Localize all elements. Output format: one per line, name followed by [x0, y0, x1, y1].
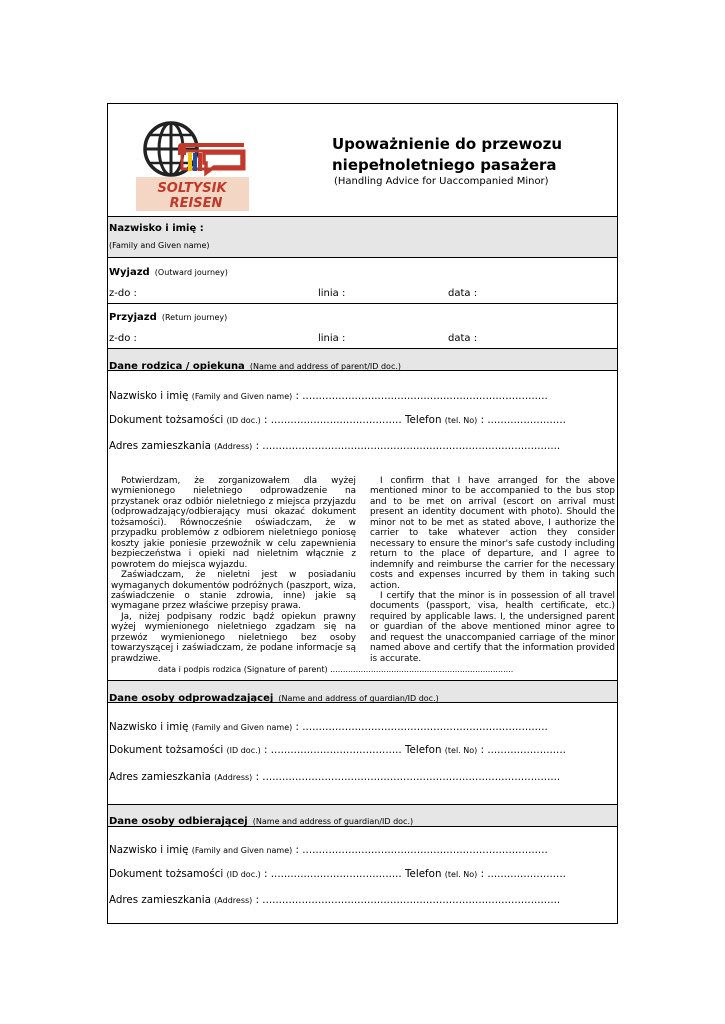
escort-id-field[interactable]: Dokument tożsamości (ID doc.) : ........................................ Telefon (tel. No) : ........................: [109, 744, 566, 756]
outward-line[interactable]: linia :: [318, 288, 346, 299]
escort-address-field[interactable]: Adres zamieszkania (Address) : ...........................................................................................: [109, 771, 561, 783]
outward-date[interactable]: data :: [448, 288, 478, 299]
receiver-address-field[interactable]: Adres zamieszkania (Address) : ...........................................................................................: [109, 894, 561, 906]
svg-text:REISEN: REISEN: [169, 196, 223, 211]
escort-name-field[interactable]: Nazwisko i imię (Family and Given name) : ...........................................................................: [109, 721, 548, 733]
return-date[interactable]: data :: [448, 333, 478, 344]
outward-heading: Wyjazd (Outward journey): [109, 267, 228, 278]
form-subtitle: (Handling Advice for Uaccompanied Minor): [334, 176, 549, 187]
receiver-id-field[interactable]: Dokument tożsamości (ID doc.) : ........................................ Telefon (tel. No) : ........................: [109, 868, 566, 880]
authorization-form: [107, 103, 618, 924]
name-label: Nazwisko i imię :: [109, 223, 204, 234]
receiver-heading: Dane osoby odbierającej (Name and address of guardian/ID doc.): [109, 816, 414, 827]
receiver-name-field[interactable]: Nazwisko i imię (Family and Given name) : ...........................................................................: [109, 844, 548, 856]
return-heading: Przyjazd (Return journey): [109, 312, 228, 323]
outward-from-to[interactable]: z-do :: [109, 288, 137, 299]
svg-text:SOLTYSIK: SOLTYSIK: [157, 181, 227, 196]
parent-name-field[interactable]: Nazwisko i imię (Family and Given name) : ...........................................................................: [109, 390, 548, 402]
parent-address-field[interactable]: Adres zamieszkania (Address) : ...........................................................................................: [109, 440, 561, 452]
escort-heading: Dane osoby odprowadzającej (Name and address of guardian/ID doc.): [109, 693, 439, 704]
globe-bus-icon: [134, 113, 251, 213]
name-sublabel: (Family and Given name): [109, 241, 210, 250]
parent-heading: Dane rodzica / opiekuna (Name and address of parent/ID doc.): [109, 361, 402, 372]
return-line[interactable]: linia :: [318, 333, 346, 344]
parent-signature-line[interactable]: data i podpis rodzica (Signature of parent) ........................................................................: [158, 665, 514, 674]
declaration-pl: Potwierdzam, że zorganizowałem dla wyżej wymienionego nieletniego odprowadzenie na przystanek oraz odbiór nieletniego z miejsca przyjazdu (odprowadzający/odbierający musi okazać dokument tożsamości). Równocześnie oświadczam, że w przypadku problemów z odbiorem nieletniego poniosę koszty jakie poniesie przewoźnik w celu zapewnienia bezpieczeństwa i opieki nad nieletnim włącznie z powrotem do miejsca wyjazdu. Zaświadczam, że nieletni jest w posiadaniu wymaganych dokumentów podróżnych (paszport, wiza, zaświadczenie o stanie zdrowia, inne) jakie są wymagane przez właściwe przepisy prawa. Ja, niżej podpisany rodzic bądź opiekun prawny wyżej wymienionego nieletniego zgadzam się na przewóz wymienionego nieletniego bez osoby towarzyszącej i zaświadczam, że podane informacje są prawdziwe.: [111, 476, 356, 664]
form-title: Upoważnienie do przewozu niepełnoletniego pasażera: [332, 135, 563, 174]
return-from-to[interactable]: z-do :: [109, 333, 137, 344]
parent-id-field[interactable]: Dokument tożsamości (ID doc.) : ........................................ Telefon (tel. No) : ........................: [109, 414, 566, 426]
declaration-en: I confirm that I have arranged for the above mentioned minor to be accompanied to the bus stop and to be met on arrival (escort on arrival must present an identity document with photo). Should the minor not to be met as stated above, I authorize the carrier to take whatever action they consider necessary to ensure the minor's safe custody including return to the place of departure, and I agree to indemnify and reimburse the carrier for the necessary costs and expenses incurred by them in taking such action. I certify that the minor is in possession of all travel documents (passport, visa, health certificate, etc.) required by applicable laws. I, the undersigned parent or guardian of the above mentioned minor agree to and request the unaccompanied carriage of the minor named above and certify that the information provided is accurate.: [370, 476, 615, 664]
company-logo: [134, 113, 251, 213]
